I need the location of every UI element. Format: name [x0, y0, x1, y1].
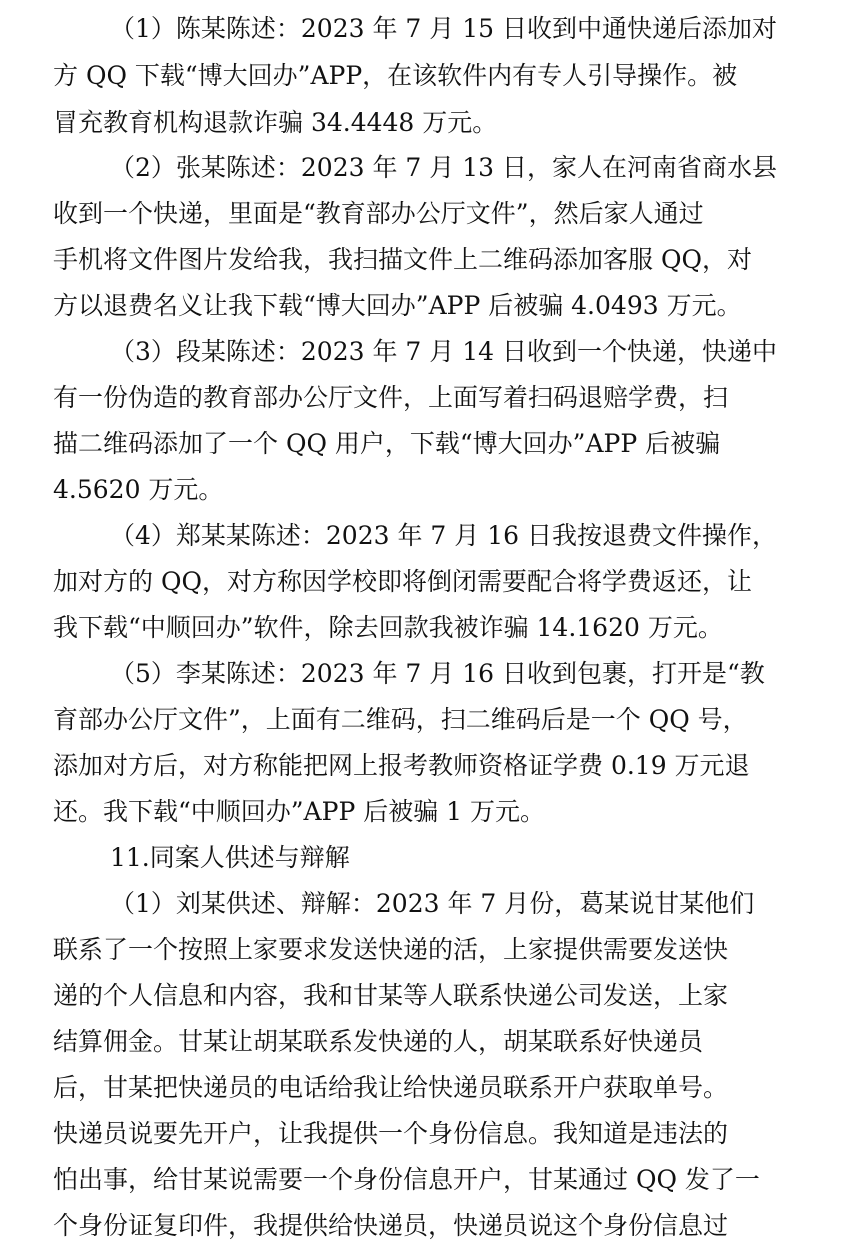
text-line: 育部办公厅文件”，上面有二维码，扫二维码后是一个 QQ 号， [53, 705, 748, 734]
text-line: 方 QQ 下载“博大回办”APP，在该软件内有专人引导操作。被 [53, 61, 738, 90]
text-line: （1）陈某陈述：2023 年 7 月 15 日收到中通快递后添加对 [110, 14, 777, 43]
text-line: 添加对方后，对方称能把网上报考教师资格证学费 0.19 万元退 [53, 751, 750, 780]
text-line: 冒充教育机构退款诈骗 34.4448 万元。 [53, 108, 498, 137]
text-line: （4）郑某某陈述：2023 年 7 月 16 日我按退费文件操作， [110, 521, 777, 550]
text-line: 联系了一个按照上家要求发送快递的活，上家提供需要发送快 [53, 935, 729, 964]
text-line: 结算佣金。甘某让胡某联系发快递的人，胡某联系好快递员 [53, 1027, 704, 1056]
text-line: 我下载“中顺回办”软件，除去回款我被诈骗 14.1620 万元。 [53, 613, 723, 642]
text-line: 还。我下载“中顺回办”APP 后被骗 1 万元。 [53, 797, 546, 826]
section-heading: 11.同案人供述与辩解 [110, 843, 350, 872]
text-line: （1）刘某供述、辩解：2023 年 7 月份，葛某说甘某他们 [110, 889, 755, 918]
text-line: （5）李某陈述：2023 年 7 月 16 日收到包裹，打开是“教 [110, 659, 765, 688]
text-line: （2）张某陈述：2023 年 7 月 13 日，家人在河南省商水县 [110, 153, 777, 182]
text-line: 4.5620 万元。 [53, 475, 224, 504]
text-line: （3）段某陈述：2023 年 7 月 14 日收到一个快递，快递中 [110, 337, 777, 366]
text-line: 手机将文件图片发给我，我扫描文件上二维码添加客服 QQ，对 [53, 245, 752, 274]
text-line: 个身份证复印件，我提供给快递员，快递员说这个身份信息过 [53, 1211, 729, 1240]
text-line: 怕出事，给甘某说需要一个身份信息开户，甘某通过 QQ 发了一 [53, 1165, 760, 1194]
text-line: 描二维码添加了一个 QQ 用户，下载“博大回办”APP 后被骗 [53, 429, 721, 458]
text-line: 有一份伪造的教育部办公厅文件，上面写着扫码退赔学费，扫 [53, 383, 729, 412]
text-line: 收到一个快递，里面是“教育部办公厅文件”，然后家人通过 [53, 199, 704, 228]
text-line: 快递员说要先开户，让我提供一个身份信息。我知道是违法的 [53, 1119, 729, 1148]
text-line: 后，甘某把快递员的电话给我让给快递员联系开户获取单号。 [53, 1073, 729, 1102]
text-line: 加对方的 QQ，对方称因学校即将倒闭需要配合将学费返还，让 [53, 567, 752, 596]
text-line: 方以退费名义让我下载“博大回办”APP 后被骗 4.0493 万元。 [53, 291, 742, 320]
text-line: 递的个人信息和内容，我和甘某等人联系快递公司发送，上家 [53, 981, 729, 1010]
